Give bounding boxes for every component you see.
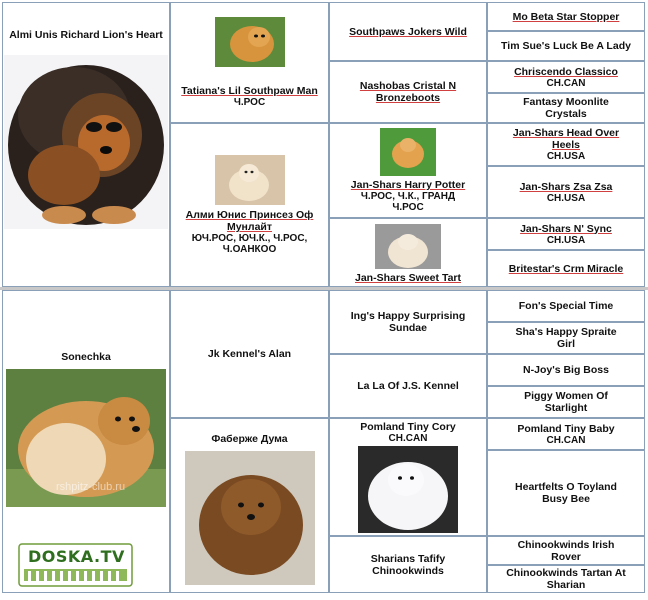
granddam-3-name: La La Of J.S. Kennel: [357, 380, 459, 392]
granddam-1-cell: [329, 61, 487, 123]
grandsire-2-name: Jan-Shars Harry Potter: [350, 179, 466, 191]
ancestor-name: N-Joy's Big Boss: [523, 364, 609, 376]
ancestor-name: Fon's Special Time: [518, 300, 614, 312]
ancestor-name: Sha's Happy Spraite Girl: [515, 326, 617, 350]
pomeranian-orange-grass-photo: [380, 128, 436, 176]
sire-name-2: Jk Kennel's Alan: [207, 348, 292, 360]
ancestor-bottom-7: [487, 536, 645, 565]
ancestor-name: Chinookwinds Irish Rover: [517, 538, 615, 563]
ancestor-bottom-2: [487, 322, 645, 354]
granddam-1-name: Nashobas Cristal N Bronzeboots: [359, 80, 457, 104]
granddam-4-name: Sharians Tafify Chinookwinds: [370, 552, 446, 577]
sire-title: Ч.РОС: [233, 97, 266, 108]
grandsire-4-cell: [329, 418, 487, 536]
granddam-3-cell: [329, 354, 487, 418]
logo-text: DOSKA.TV: [28, 547, 125, 566]
ancestor-bottom-6: [487, 450, 645, 536]
pomeranian-cream-small-photo: [375, 224, 441, 269]
ancestor-top-5: [487, 123, 645, 166]
granddam-2-cell: [329, 218, 487, 287]
ancestor-name: Pomland Tiny Baby: [517, 422, 615, 435]
pomeranian-cream-photo: [215, 155, 285, 205]
grandsire-1-cell: [329, 2, 487, 61]
subject-name: Almi Unis Richard Lion's Heart: [9, 29, 163, 41]
page-bottom: [0, 593, 648, 600]
ancestor-name: Fantasy Moonlite Crystals: [523, 96, 609, 120]
ancestor-name: Mo Beta Star Stopper: [512, 10, 620, 23]
sire-cell: [170, 2, 329, 123]
dam-cell-2: [170, 418, 329, 593]
ancestor-title: CH.CAN: [546, 77, 586, 89]
ancestor-top-3: [487, 61, 645, 93]
ancestor-bottom-5: [487, 418, 645, 450]
grandsire-1-name: Southpaws Jokers Wild: [349, 25, 467, 38]
ancestor-name: Tim Sue's Luck Be A Lady: [501, 40, 631, 52]
ancestor-bottom-3: [487, 354, 645, 386]
doska-tv-logo: [18, 543, 133, 587]
dam-name-2: Фаберже Дума: [211, 433, 288, 445]
ancestor-top-1: [487, 2, 645, 31]
grandsire-4-name: Pomland Tiny Cory: [360, 421, 456, 433]
pomeranian-orange-photo: [215, 17, 285, 67]
grandsire-4-title: CH.CAN: [388, 433, 428, 444]
pomeranian-brown-photo: [185, 451, 315, 585]
dam-title: ЮЧ.РОС, ЮЧ.К., Ч.РОС, Ч.ОАНКОО: [191, 233, 308, 255]
ancestor-top-7: [487, 218, 645, 250]
ancestor-name: Jan-Shars N' Sync: [520, 222, 612, 235]
dam-cell: [170, 123, 329, 287]
ancestor-top-6: [487, 166, 645, 218]
ancestor-bottom-4: [487, 386, 645, 418]
sire-cell-2: [170, 290, 329, 418]
ancestor-name: Britestar's Crm Miracle: [508, 262, 624, 275]
ancestor-name: Jan-Shars Zsa Zsa: [519, 180, 613, 193]
pomeranian-black-tan-photo: [4, 55, 168, 229]
ancestor-top-4: [487, 93, 645, 123]
grandsire-2-title: Ч.РОС, Ч.К., ГРАНД Ч.РОС: [360, 191, 456, 213]
sire-name: Tatiana's Lil Southpaw Man: [181, 85, 318, 97]
ancestor-name: Piggy Women Of Starlight: [524, 390, 608, 414]
ancestor-name: Chinookwinds Tartan At Sharian: [506, 567, 626, 591]
ancestor-title: CH.CAN: [546, 434, 586, 446]
ancestor-title: CH.USA: [546, 234, 586, 246]
ancestor-title: CH.USA: [546, 192, 586, 204]
watermark-text: rshpitz-club.ru: [56, 481, 126, 493]
ancestor-top-2: [487, 31, 645, 61]
ancestor-name: Chriscendo Classico: [514, 65, 618, 78]
ancestor-bottom-1: [487, 290, 645, 322]
ancestor-top-8: [487, 250, 645, 287]
granddam-2-name: Jan-Shars Sweet Tart: [354, 272, 461, 284]
granddam-4-cell: [329, 536, 487, 593]
subject-name-2: Sonechka: [61, 351, 111, 363]
grandsire-3-name: Ing's Happy Surprising Sundae: [350, 310, 466, 334]
ancestor-name: Heartfelts O Toyland Busy Bee: [515, 481, 617, 505]
pomeranian-orange-sable-photo: [6, 369, 166, 507]
ancestor-bottom-8: [487, 565, 645, 593]
pomeranian-white-photo: [358, 446, 458, 533]
ancestor-title: CH.USA: [546, 151, 586, 162]
pedigree-subject-cell: [2, 2, 170, 287]
dam-name: Алми Юнис Принсез Оф Мунлайт: [185, 209, 314, 233]
ancestor-name: Jan-Shars Head Over Heels: [512, 127, 620, 151]
grandsire-3-cell: [329, 290, 487, 354]
grandsire-2-cell: [329, 123, 487, 218]
